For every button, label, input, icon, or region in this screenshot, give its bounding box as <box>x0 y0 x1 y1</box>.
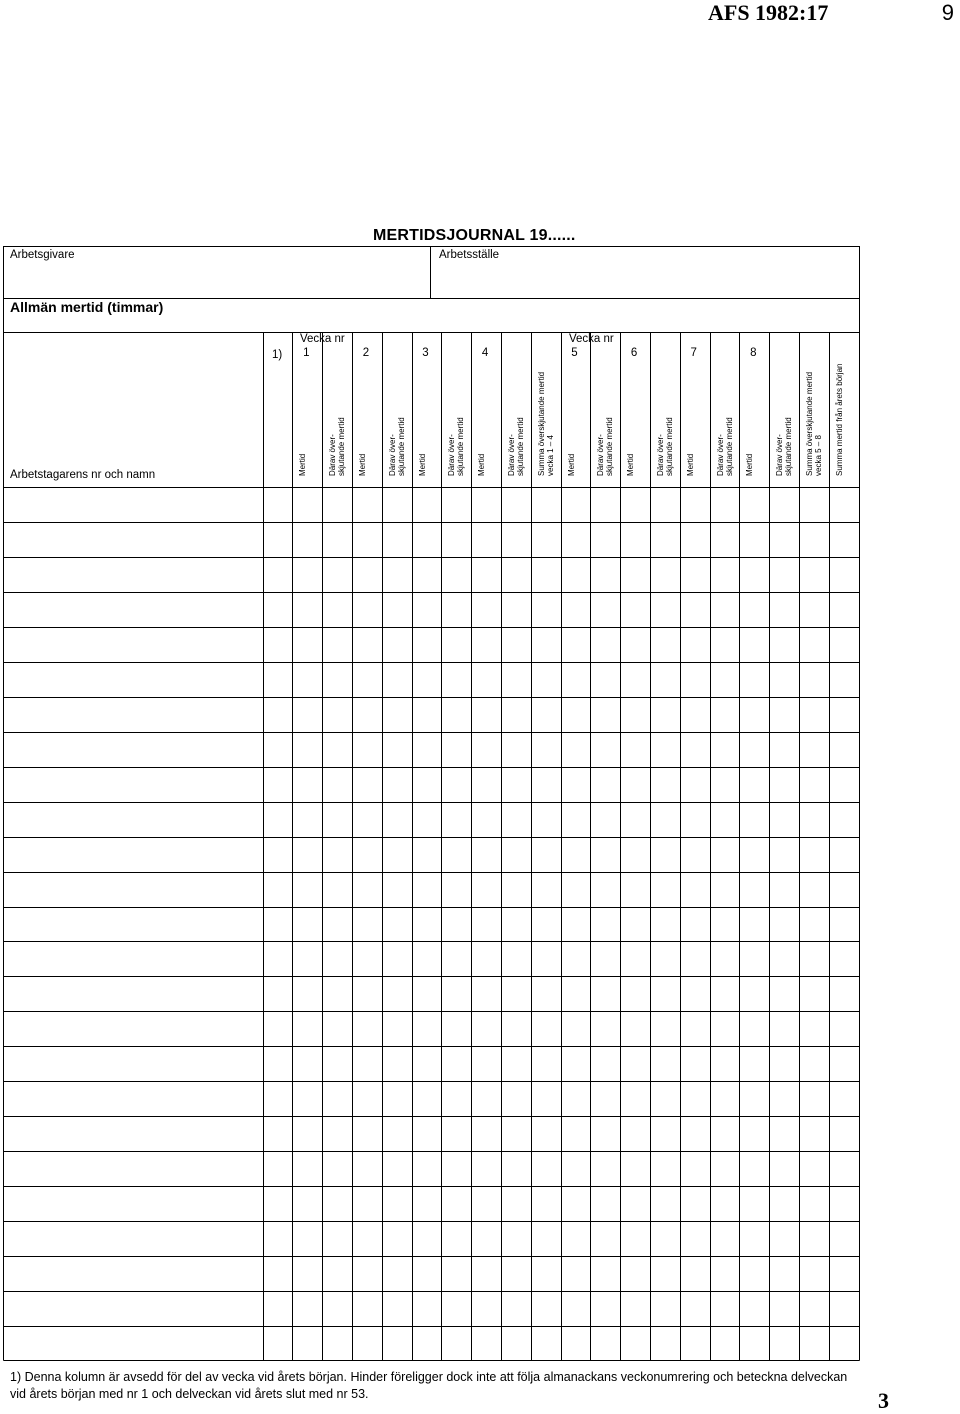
first-column-label: 1) <box>272 349 283 361</box>
page-number: 9 <box>941 0 954 25</box>
week-number-7: 7 <box>690 347 697 359</box>
week-number-3: 3 <box>422 347 429 359</box>
week-number-1: 1 <box>303 347 310 359</box>
week-number-4: 4 <box>481 347 489 359</box>
column-header: Summa överskjutande mertid vecka 5 – 8 <box>804 371 823 476</box>
column-header: Mertid <box>417 453 427 476</box>
column-header: Därav över- skjutande mertid <box>775 417 794 476</box>
employee-label: Arbetstagarens nr och namn <box>10 469 156 481</box>
week-number-8: 8 <box>750 347 757 359</box>
column-header: Summa mertid från årets början <box>834 363 844 476</box>
column-header: Därav över- skjutande mertid <box>387 417 406 476</box>
column-header: Därav över- skjutande mertid <box>596 417 615 476</box>
form-title: MERTIDSJOURNAL 19...... <box>373 227 576 244</box>
workplace-label: Arbetsställe <box>439 249 500 261</box>
column-header: Summa överskjutande mertid vecka 1 – 4 <box>536 371 555 476</box>
week-group-label-1: Vecka nr <box>300 333 345 345</box>
column-header: Mertid <box>298 453 308 476</box>
week-number-5: 5 <box>571 347 578 359</box>
column-header: Därav över- skjutande mertid <box>506 417 525 476</box>
column-header: Mertid <box>745 453 755 476</box>
employer-label: Arbetsgivare <box>10 249 75 261</box>
column-header: Mertid <box>685 453 695 476</box>
column-header: Därav över- skjutande mertid <box>655 417 674 476</box>
column-header: Mertid <box>566 453 576 476</box>
column-header: Därav över- skjutande mertid <box>447 417 466 476</box>
column-header: Därav över- skjutande mertid <box>715 417 734 476</box>
week-number-6: 6 <box>630 347 638 359</box>
section-title: Allmän mertid (timmar) <box>10 299 164 315</box>
bottom-page-number: 3 <box>878 1388 889 1413</box>
document-id: AFS 1982:17 <box>708 0 829 25</box>
column-header: Mertid <box>626 453 636 476</box>
footnote: 1) Denna kolumn är avsedd för del av vecka vid årets början. Hinder föreligger dock inte att följa almanackans veckonumrering och beteckna delveckan vid årets början med nr 1 och delveckan vid årets slut med nr 53. <box>10 1370 848 1401</box>
week-number-2: 2 <box>362 347 370 359</box>
week-group-label-2: Vecka nr <box>569 333 614 345</box>
column-header: Mertid <box>477 453 487 476</box>
employer-workplace-box <box>4 247 860 299</box>
column-header: Därav över- skjutande mertid <box>328 417 347 476</box>
column-header: Mertid <box>357 453 367 476</box>
